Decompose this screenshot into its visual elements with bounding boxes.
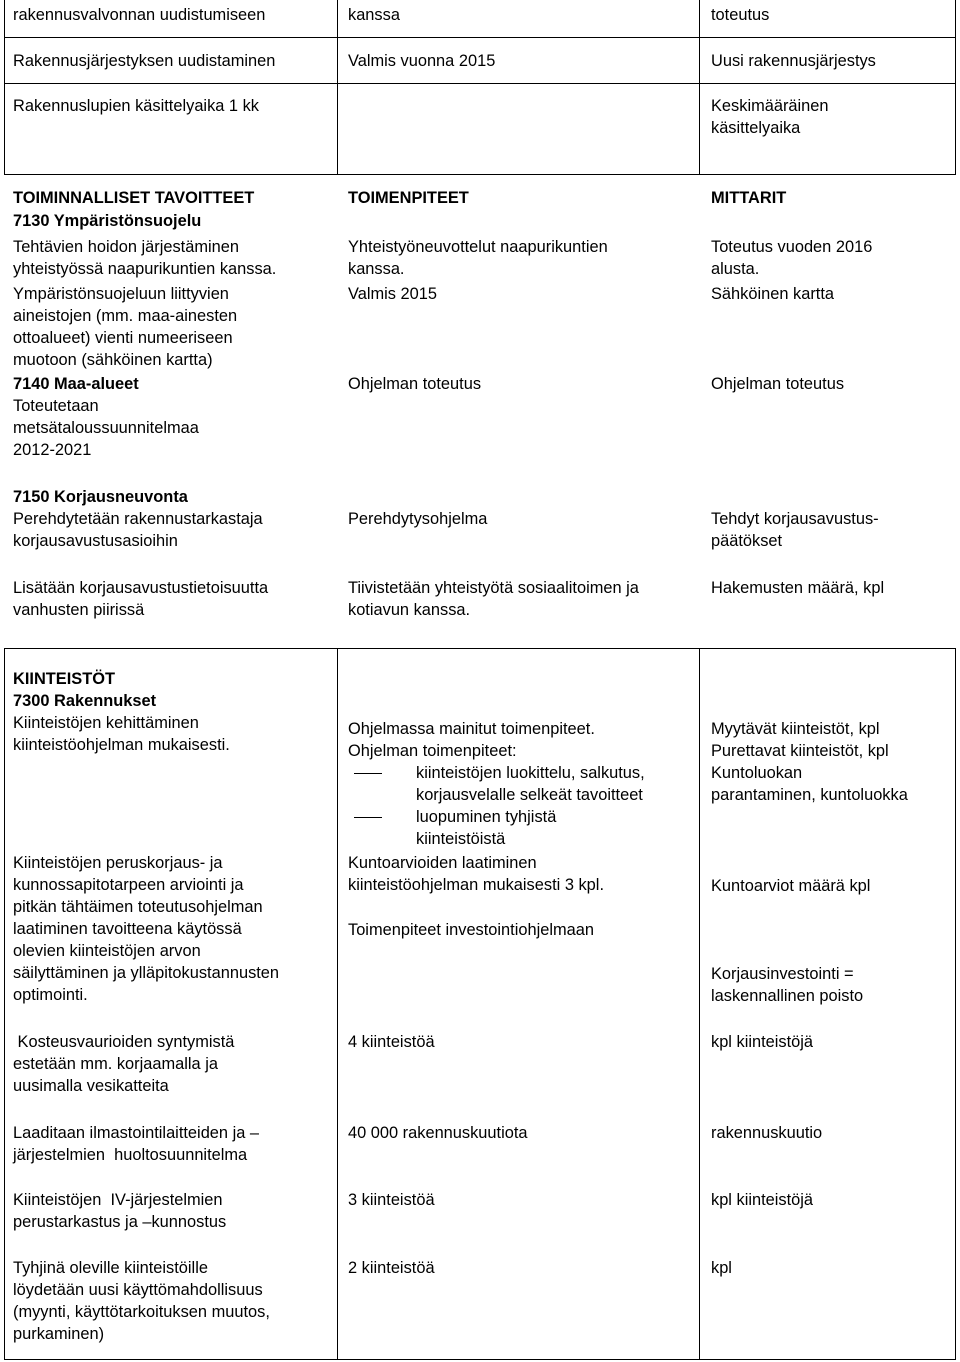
cell-text: Keskimääräinen [711, 97, 829, 115]
cell-text: Toteutus vuoden 2016 [711, 238, 873, 256]
goal-cell [13, 486, 333, 552]
cell-text: Rakennuslupien käsittelyaika 1 kk [13, 97, 259, 115]
cell-text: ottoalueet) vienti numeeriseen [13, 329, 233, 347]
goal-cell [13, 4, 333, 26]
cell-text: Kuntoluokan [711, 764, 803, 782]
cell-text: Valmis 2015 [348, 285, 437, 303]
section-title: 7130 Ympäristönsuojelu [13, 212, 202, 230]
cell-text: 3 kiinteistöä [348, 1191, 435, 1209]
cell-text: olevien kiinteistöjen arvon [13, 942, 201, 960]
section-title: 7150 Korjausneuvonta [13, 488, 188, 506]
metric-cell [711, 50, 956, 72]
cell-text: optimointi. [13, 986, 88, 1004]
cell-text: 2 kiinteistöä [348, 1259, 435, 1277]
metric-cell [711, 1122, 956, 1144]
goal-cell [13, 1189, 333, 1233]
action-cell [348, 1031, 698, 1053]
metric-cell [711, 718, 956, 806]
cell-text: laskennallinen poisto [711, 987, 864, 1005]
cell-text: kiinteistöohjelman mukaisesti. [13, 736, 230, 754]
goal-cell [13, 236, 333, 280]
cell-text: Valmis vuonna 2015 [348, 52, 496, 70]
cell-text: uusimalla vesikatteita [13, 1077, 169, 1095]
action-cell [348, 508, 698, 530]
goal-cell [13, 1031, 333, 1097]
cell-text: estetään mm. korjaamalla ja [13, 1055, 218, 1073]
cell-text: parantaminen, kuntoluokka [711, 786, 908, 804]
cell-text: kiinteistöjen luokittelu, salkutus, [416, 764, 645, 782]
col-divider [955, 0, 956, 174]
cell-text: rakennusvalvonnan uudistumiseen [13, 6, 266, 24]
cell-text: (myynti, käyttötarkoituksen muutos, [13, 1303, 270, 1321]
action-cell [348, 1257, 698, 1279]
cell-text: Kuntoarvioiden laatiminen [348, 854, 537, 872]
cell-text: Lisätään korjausavustustietoisuutta [13, 579, 269, 597]
metric-cell [711, 95, 956, 139]
action-cell [348, 283, 698, 305]
goal-cell [13, 283, 333, 371]
cell-text: Purettavat kiinteistöt, kpl [711, 742, 889, 760]
section-title: 7140 Maa-alueet [13, 375, 139, 393]
goal-cell [13, 1122, 333, 1166]
cell-text: Hakemusten määrä, kpl [711, 579, 885, 597]
goal-cell [13, 852, 333, 1006]
goal-cell [13, 668, 333, 756]
action-cell [348, 1189, 698, 1211]
row-divider [4, 83, 956, 84]
metric-cell [711, 1189, 956, 1211]
cell-text: korjausavustusasioihin [13, 532, 178, 550]
dash-bullet [354, 757, 382, 779]
action-cell [348, 373, 698, 395]
section-title: KIINTEISTÖT [13, 670, 115, 688]
dash-bullet [354, 801, 382, 823]
action-cell [348, 852, 698, 896]
cell-text: kanssa [348, 6, 400, 24]
cell-text: kiinteistöohjelman mukaisesti 3 kpl. [348, 876, 604, 894]
cell-text: päätökset [711, 532, 783, 550]
col-divider [699, 0, 700, 174]
cell-text: Toimenpiteet investointiohjelmaan [348, 921, 595, 939]
cell-text: Perehdytetään rakennustarkastaja [13, 510, 263, 528]
metric-cell [711, 4, 956, 26]
col-divider [337, 648, 338, 1360]
metric-cell [711, 373, 956, 395]
cell-text: kpl kiinteistöjä [711, 1033, 814, 1051]
cell-text: järjestelmien huoltosuunnitelma [13, 1146, 248, 1164]
cell-text: käsittelyaika [711, 119, 801, 137]
col-divider [337, 0, 338, 174]
row-divider [4, 648, 956, 649]
list-item [348, 806, 698, 850]
metric-cell [711, 875, 956, 897]
cell-text: muotoon (sähköinen kartta) [13, 351, 213, 369]
list-item [348, 762, 698, 806]
action-cell [348, 236, 698, 280]
metric-cell [711, 963, 956, 1007]
cell-text: 2012-2021 [13, 441, 92, 459]
cell-text: Tehtävien hoidon järjestäminen [13, 238, 239, 256]
cell-text: Ohjelman toimenpiteet: [348, 742, 517, 760]
header-goals: TOIMINNALLISET TAVOITTEET [13, 189, 255, 207]
goal-cell [13, 1257, 333, 1345]
cell-text: Ohjelman toteutus [348, 375, 482, 393]
cell-text: Sähköinen kartta [711, 285, 835, 303]
cell-text: Korjausinvestointi = [711, 965, 854, 983]
cell-text: Laaditaan ilmastointilaitteiden ja – [13, 1124, 260, 1142]
cell-text: Ympäristönsuojeluun liittyvien [13, 285, 229, 303]
metric-cell [711, 508, 956, 552]
header-metrics: MITTARIT [711, 189, 787, 207]
cell-text: Tiivistetään yhteistyötä sosiaalitoimen ja [348, 579, 639, 597]
cell-text: perustarkastus ja –kunnostus [13, 1213, 227, 1231]
cell-text: Perehdytysohjelma [348, 510, 488, 528]
cell-text: kpl kiinteistöjä [711, 1191, 814, 1209]
cell-text: Kiinteistöjen kehittäminen [13, 714, 199, 732]
goal-cell [13, 577, 333, 621]
row-divider [4, 37, 956, 38]
list-item-text [416, 806, 556, 850]
cell-text: korjausvelalle selkeät tavoitteet [416, 786, 643, 804]
cell-text: löydetään uusi käyttömahdollisuus [13, 1281, 263, 1299]
goal-cell [13, 50, 333, 72]
action-cell [348, 919, 698, 941]
col-divider [699, 648, 700, 1360]
cell-text: vanhusten piirissä [13, 601, 145, 619]
list-item-text [416, 762, 645, 806]
cell-text: yhteistyössä naapurikuntien kanssa. [13, 260, 277, 278]
cell-text: kpl [711, 1259, 732, 1277]
row-divider [4, 174, 956, 175]
cell-text: Myytävät kiinteistöt, kpl [711, 720, 880, 738]
cell-text: kunnossapitotarpeen arviointi ja [13, 876, 244, 894]
col-divider [4, 648, 5, 1360]
cell-text: Kuntoarviot määrä kpl [711, 877, 871, 895]
cell-text: kanssa. [348, 260, 405, 278]
section-subtitle: 7300 Rakennukset [13, 692, 157, 710]
cell-text: alusta. [711, 260, 760, 278]
cell-text: luopuminen tyhjistä [416, 808, 557, 826]
cell-text: Kosteusvaurioiden syntymistä [13, 1033, 235, 1051]
cell-text: Ohjelman toteutus [711, 375, 845, 393]
cell-text: laatiminen tavoitteena käytössä [13, 920, 242, 938]
action-cell [348, 50, 698, 72]
cell-text: metsätaloussuunnitelmaa [13, 419, 199, 437]
action-cell [348, 4, 698, 26]
cell-text: Uusi rakennusjärjestys [711, 52, 876, 70]
metric-cell [711, 236, 956, 280]
header-actions: TOIMENPITEET [348, 189, 469, 207]
metric-cell [711, 1257, 956, 1279]
action-cell [348, 1122, 698, 1144]
cell-text: purkaminen) [13, 1325, 105, 1343]
col-divider [4, 0, 5, 174]
cell-text: Tehdyt korjausavustus- [711, 510, 879, 528]
cell-text: kiinteistöistä [416, 830, 506, 848]
goal-cell [13, 95, 333, 117]
metric-cell [711, 577, 956, 599]
action-cell [348, 577, 698, 621]
cell-text: kotiavun kanssa. [348, 601, 471, 619]
cell-text: Tyhjinä oleville kiinteistöille [13, 1259, 208, 1277]
cell-text: Kiinteistöjen peruskorjaus- ja [13, 854, 223, 872]
goal-cell [13, 373, 333, 461]
action-cell [348, 718, 698, 850]
cell-text: Kiinteistöjen IV-järjestelmien [13, 1191, 223, 1209]
cell-text: Ohjelmassa mainitut toimenpiteet. [348, 720, 595, 738]
cell-text: pitkän tähtäimen toteutusohjelman [13, 898, 263, 916]
cell-text: säilyttäminen ja ylläpitokustannusten [13, 964, 280, 982]
cell-text: 40 000 rakennuskuutiota [348, 1124, 528, 1142]
cell-text: aineistojen (mm. maa-ainesten [13, 307, 238, 325]
row-divider [4, 1359, 956, 1360]
cell-text: 4 kiinteistöä [348, 1033, 435, 1051]
cell-text: rakennuskuutio [711, 1124, 823, 1142]
metric-cell [711, 283, 956, 305]
cell-text: Toteutetaan [13, 397, 99, 415]
metric-cell [711, 1031, 956, 1053]
cell-text: Yhteistyöneuvottelut naapurikuntien [348, 238, 608, 256]
cell-text: Rakennusjärjestyksen uudistaminen [13, 52, 276, 70]
cell-text: toteutus [711, 6, 770, 24]
